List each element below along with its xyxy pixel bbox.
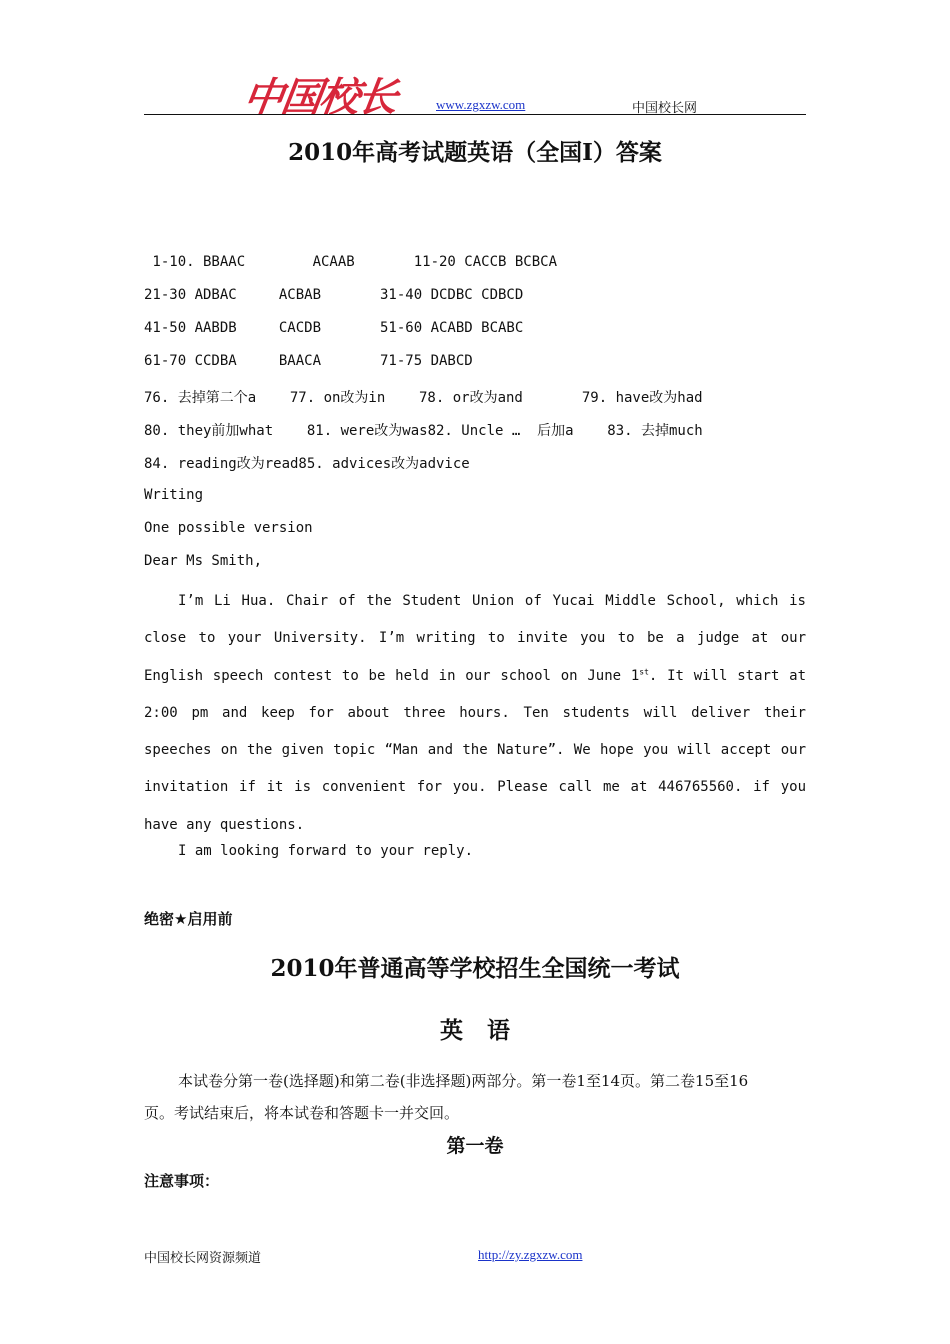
answer-line-4: 61-70 CCDBA BAACA 71-75 DABCD	[144, 353, 473, 369]
letter-salutation: Dear Ms Smith,	[144, 553, 263, 569]
answer-line-1: 1-10. BBAAC ACAAB 11-20 CACCB BCBCA	[144, 254, 558, 270]
answer-line-7: 84. reading改为read85. advices改为advice	[144, 456, 470, 472]
answer-title: 2010年高考试题英语（全国I）答案	[288, 139, 662, 166]
footer-site-name: 中国校长网资源频道	[144, 1250, 262, 1265]
answer-line-3: 41-50 AABDB CACDB 51-60 ACABD BCABC	[144, 320, 524, 336]
header-url-link[interactable]: www.zgxzw.com	[436, 97, 526, 112]
letter-body-text-1: I’m Li Hua. Chair of the Student Union of Yucai Middle School, which is close to your University. I’m writing to invite you to be a judge at our English speech contest to be held in our school on June 1	[144, 593, 806, 684]
notes-label: 注意事项：	[144, 1172, 220, 1190]
letter-body-superscript: st	[639, 666, 649, 676]
header-site-name: 中国校长网	[632, 100, 698, 115]
header-divider	[144, 114, 806, 115]
exam-subject: 英语	[440, 1017, 534, 1044]
writing-version: One possible version	[144, 520, 313, 536]
letter-body-text-2: . It will start at 2:00 pm and keep for about three hours. Ten students will deliver their speeches on the given topic “Man and the Nature”. We hope you will accept our invitation if it is convenient for you. Please call me at 446765560. if you have any questions.	[144, 667, 807, 833]
letter-closing: I am looking forward to your reply.	[178, 843, 474, 859]
letter-body	[144, 583, 806, 844]
answer-line-5: 76. 去掉第二个a 77. on改为in 78. or改为and 79. have改为had	[144, 390, 703, 406]
answer-line-6: 80. they前加what 81. were改为was82. Uncle … 后加a 83. 去掉much	[144, 423, 703, 439]
writing-heading: Writing	[144, 487, 204, 503]
site-logo[interactable]: 中国校长	[240, 74, 399, 121]
volume-heading: 第一卷	[446, 1135, 504, 1157]
exam-title: 2010年普通高等学校招生全国统一考试	[270, 955, 680, 982]
footer-url-link[interactable]: http://zy.zgxzw.com	[478, 1247, 583, 1262]
exam-intro: 本试卷分第一卷(选择题)和第二卷(非选择题)两部分。第一卷1至14页。第二卷15至16页。考试结束后，将本试卷和答题卡一并交回。	[144, 1072, 749, 1122]
secret-label: 绝密★启用前	[144, 910, 233, 928]
answer-line-2: 21-30 ADBAC ACBAB 31-40 DCDBC CDBCD	[144, 287, 524, 303]
